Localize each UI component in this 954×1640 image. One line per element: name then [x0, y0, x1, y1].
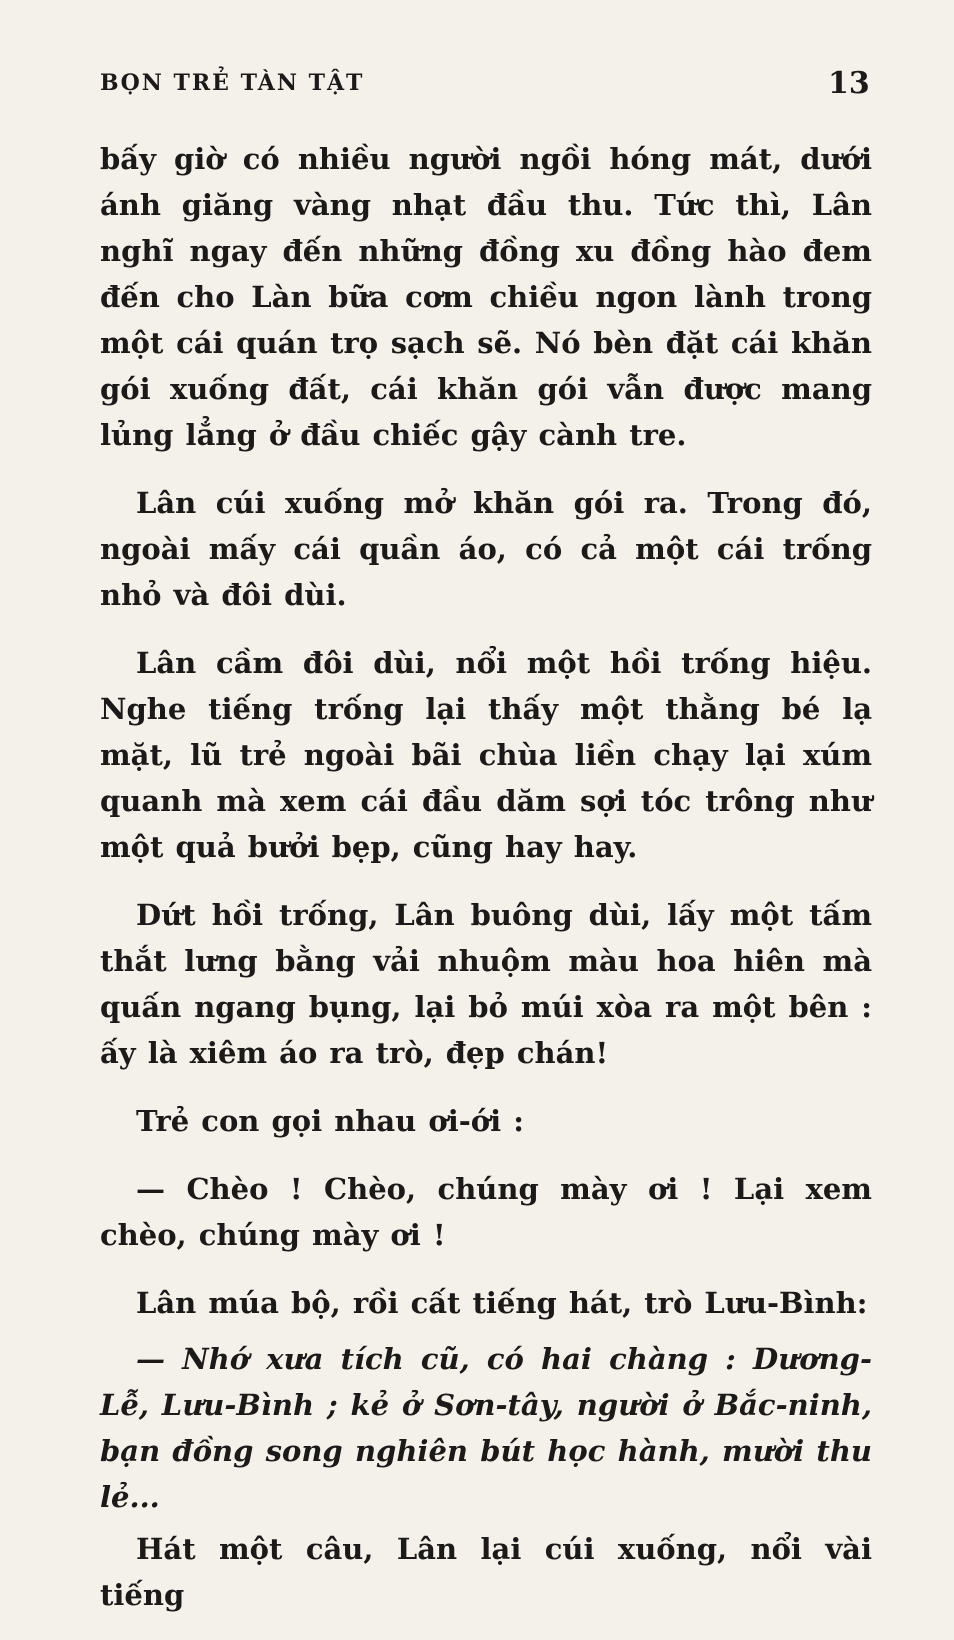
running-title: BỌN TRẺ TÀN TẬT	[100, 70, 365, 96]
paragraph: Lân cúi xuống mở khăn gói ra. Trong đó, ngoài mấy cái quần áo, có cả một cái trống nhỏ và đôi dùi.	[100, 486, 872, 612]
dialogue-line: — Chèo ! Chèo, chúng mày ơi ! Lại xem chèo, chúng mày ơi !	[100, 1172, 872, 1252]
paragraph: bấy giờ có nhiều người ngồi hóng mát, dưới ánh giăng vàng nhạt đầu thu. Tức thì, Lân nghĩ ngay đến những đồng xu đồng hào đem đến cho Làn bữa cơm chiều ngon lành trong một cái quán trọ sạch sẽ. Nó bèn đặt cái khăn gói xuống đất, cái khăn gói vẫn được mang lủng lẳng ở đầu chiếc gậy cành tre.	[100, 142, 872, 452]
body-text	[100, 136, 872, 1640]
page-number: 13	[828, 66, 870, 101]
paragraph: Trẻ con gọi nhau ơi-ới :	[136, 1104, 524, 1138]
song-verse: — Nhớ xưa tích cũ, có hai chàng : Dương-Lễ, Lưu-Bình ; kẻ ở Sơn-tây, người ở Bắc-ninh, bạn đồng song nghiên bút học hành, mười thu lẻ...	[100, 1342, 872, 1514]
paragraph: Hát một câu, Lân lại cúi xuống, nổi vài tiếng	[100, 1532, 872, 1612]
paragraph: Lân múa bộ, rồi cất tiếng hát, trò Lưu-Bình:	[136, 1286, 868, 1320]
paragraph: Lân cầm đôi dùi, nổi một hồi trống hiệu. Nghe tiếng trống lại thấy một thằng bé lạ mặt, lũ trẻ ngoài bãi chùa liền chạy lại xúm quanh mà xem cái đầu dăm sợi tóc trông như một quả bưởi bẹp, cũng hay hay.	[100, 646, 872, 864]
paragraph: Dứt hồi trống, Lân buông dùi, lấy một tấm thắt lưng bằng vải nhuộm màu hoa hiên mà quấn ngang bụng, lại bỏ múi xòa ra một bên : ấy là xiêm áo ra trò, đẹp chán!	[100, 898, 872, 1070]
